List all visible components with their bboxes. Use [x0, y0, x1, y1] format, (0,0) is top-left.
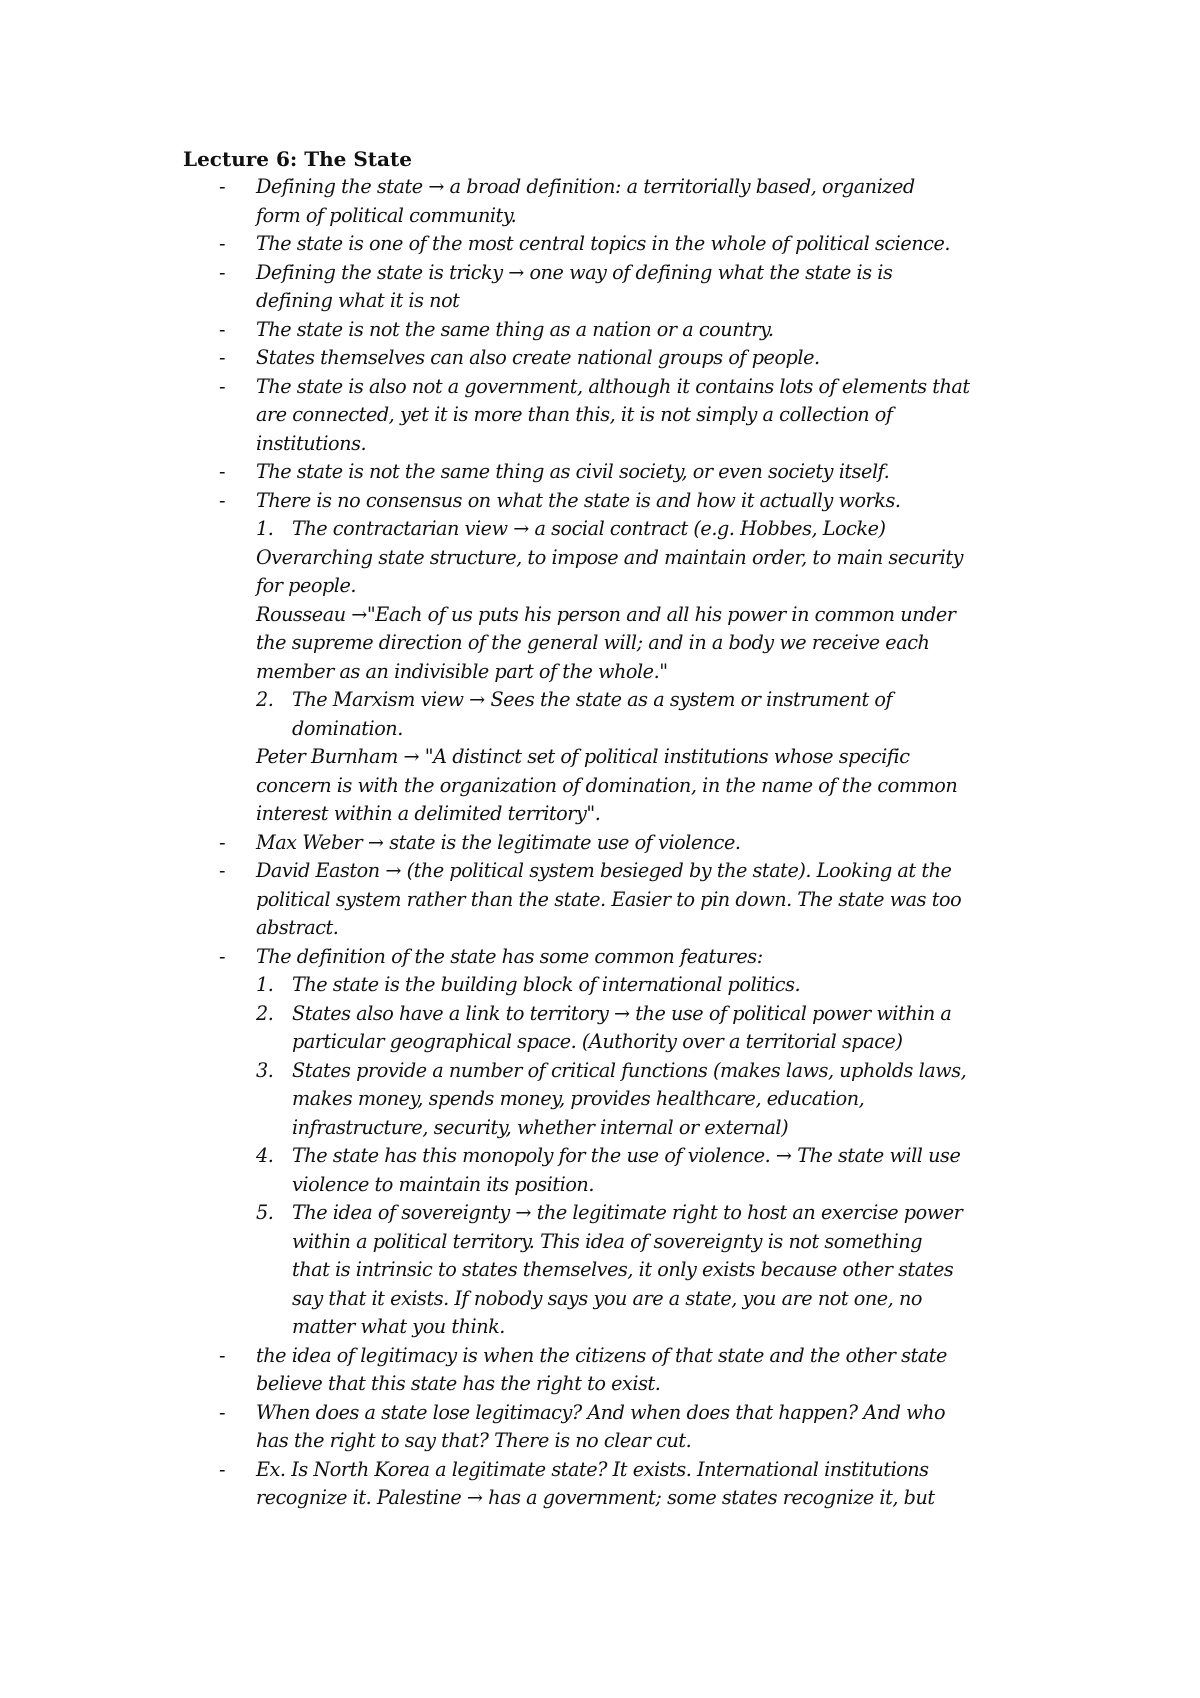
- bullet-marker: -: [219, 944, 226, 968]
- bullet-item: [183, 316, 1033, 345]
- text-line: David Easton → (the political system besieged by the state). Looking at the: [256, 859, 952, 882]
- text-line: The state is not the same thing as civil society, or even society itself.: [256, 460, 890, 483]
- text-line: the supreme direction of the general will; and in a body we receive each: [256, 631, 930, 654]
- item-number: 2.: [256, 688, 274, 711]
- text-line: When does a state lose legitimacy? And when does that happen? And who: [256, 1400, 946, 1424]
- bullet-marker: -: [219, 317, 226, 341]
- bullet-item: [183, 373, 1033, 459]
- bullet-item: [183, 259, 1033, 316]
- text-line: concern is with the organization of domination, in the name of the common: [256, 773, 958, 797]
- indented-paragraph: [183, 743, 1033, 829]
- bullet-marker: -: [219, 859, 226, 882]
- text-line: has the right to say that? There is no clear cut.: [256, 1429, 692, 1452]
- bullet-marker: -: [219, 232, 226, 255]
- bullet-marker: -: [219, 346, 226, 369]
- numbered-item: [183, 971, 1033, 1000]
- item-number: 1.: [256, 973, 274, 996]
- text-line: States also have a link to territory → the use of political power within a: [292, 1001, 952, 1025]
- text-line: States provide a number of critical functions (makes laws, upholds laws,: [292, 1058, 967, 1082]
- text-line: form of political community.: [256, 203, 517, 227]
- text-line: within a political territory. This idea of sovereignty is not something: [292, 1229, 923, 1253]
- bullet-item: [183, 1456, 1033, 1513]
- item-number: 1.: [256, 517, 274, 540]
- numbered-item: [183, 1057, 1033, 1143]
- text-line: Rousseau →"Each of us puts his person and all his power in common under: [256, 602, 956, 626]
- text-line: Overarching state structure, to impose and maintain order, to main security: [256, 545, 963, 569]
- bullet-marker: -: [219, 260, 226, 284]
- item-number: 5.: [256, 1201, 274, 1224]
- bullet-item: [183, 857, 1033, 943]
- item-number: 2.: [256, 1001, 274, 1025]
- bullet-marker: -: [219, 1400, 226, 1424]
- text-line: The state is also not a government, although it contains lots of elements that: [256, 374, 970, 398]
- lecture-notes: [183, 173, 1033, 1513]
- text-line: Defining the state → a broad definition: a territorially based, organized: [256, 175, 915, 198]
- text-line: recognize it. Palestine → has a government; some states recognize it, but: [256, 1486, 935, 1509]
- text-line: There is no consensus on what the state is and how it actually works.: [256, 488, 901, 512]
- text-line: The contractarian view → a social contract (e.g. Hobbes, Locke): [292, 517, 886, 540]
- bullet-marker: -: [219, 488, 226, 512]
- text-line: interest within a delimited territory".: [256, 802, 601, 825]
- text-line: infrastructure, security, whether internal or external): [292, 1115, 789, 1139]
- page-title: Lecture 6: The State: [183, 147, 412, 171]
- bullet-item: [183, 230, 1033, 259]
- text-line: Defining the state is tricky → one way of defining what the state is is: [256, 260, 893, 284]
- text-line: domination.: [292, 716, 403, 740]
- text-line: defining what it is not: [256, 289, 460, 312]
- bullet-item: [183, 943, 1033, 972]
- text-line: Ex. Is North Korea a legitimate state? It exists. International institutions: [256, 1457, 929, 1481]
- bullet-item: [183, 829, 1033, 858]
- text-line: believe that this state has the right to exist.: [256, 1372, 661, 1395]
- numbered-item: [183, 1199, 1033, 1342]
- text-line: for people.: [256, 574, 357, 597]
- bullet-item: [183, 173, 1033, 230]
- bullet-marker: -: [219, 830, 226, 854]
- indented-paragraph: [183, 544, 1033, 601]
- bullet-marker: -: [219, 1343, 226, 1367]
- item-number: 4.: [256, 1144, 274, 1167]
- text-line: The definition of the state has some common features:: [256, 944, 763, 968]
- bullet-item: [183, 1342, 1033, 1399]
- text-line: institutions.: [256, 431, 367, 455]
- text-line: The state is not the same thing as a nation or a country.: [256, 317, 774, 341]
- text-line: The idea of sovereignty → the legitimate right to host an exercise power: [292, 1201, 963, 1224]
- text-line: The state is the building block of international politics.: [292, 973, 801, 996]
- text-line: say that it exists. If nobody says you are a state, you are not one, no: [292, 1286, 922, 1310]
- text-line: Peter Burnham → "A distinct set of political institutions whose specific: [256, 745, 910, 768]
- text-line: political system rather than the state. Easier to pin down. The state was too: [256, 887, 962, 911]
- text-line: The Marxism view → Sees the state as a system or instrument of: [292, 688, 893, 711]
- text-line: Max Weber → state is the legitimate use of violence.: [256, 830, 741, 854]
- bullet-marker: -: [219, 374, 226, 398]
- numbered-item: [183, 515, 1033, 544]
- text-line: The state has this monopoly for the use of violence. → The state will use: [292, 1144, 961, 1167]
- bullet-marker: -: [219, 1457, 226, 1481]
- text-line: States themselves can also create national groups of people.: [256, 346, 820, 369]
- text-line: the idea of legitimacy is when the citizens of that state and the other state: [256, 1343, 947, 1367]
- text-line: The state is one of the most central topics in the whole of political science.: [256, 232, 950, 255]
- text-line: violence to maintain its position.: [292, 1172, 594, 1196]
- bullet-item: [183, 1399, 1033, 1456]
- text-line: member as an indivisible part of the whole.": [256, 659, 668, 683]
- numbered-item: [183, 686, 1033, 743]
- indented-paragraph: [183, 601, 1033, 687]
- numbered-item: [183, 1000, 1033, 1057]
- text-line: are connected, yet it is more than this, it is not simply a collection of: [256, 403, 893, 426]
- bullet-marker: -: [219, 460, 226, 483]
- text-line: particular geographical space. (Authority over a territorial space): [292, 1030, 903, 1053]
- text-line: abstract.: [256, 916, 339, 939]
- bullet-marker: -: [219, 175, 226, 198]
- numbered-item: [183, 1142, 1033, 1199]
- bullet-item: [183, 458, 1033, 487]
- bullet-item: [183, 344, 1033, 373]
- text-line: matter what you think.: [292, 1315, 505, 1338]
- text-line: that is intrinsic to states themselves, it only exists because other states: [292, 1258, 954, 1281]
- bullet-item: [183, 487, 1033, 516]
- text-line: makes money, spends money, provides healthcare, education,: [292, 1087, 865, 1110]
- item-number: 3.: [256, 1058, 274, 1082]
